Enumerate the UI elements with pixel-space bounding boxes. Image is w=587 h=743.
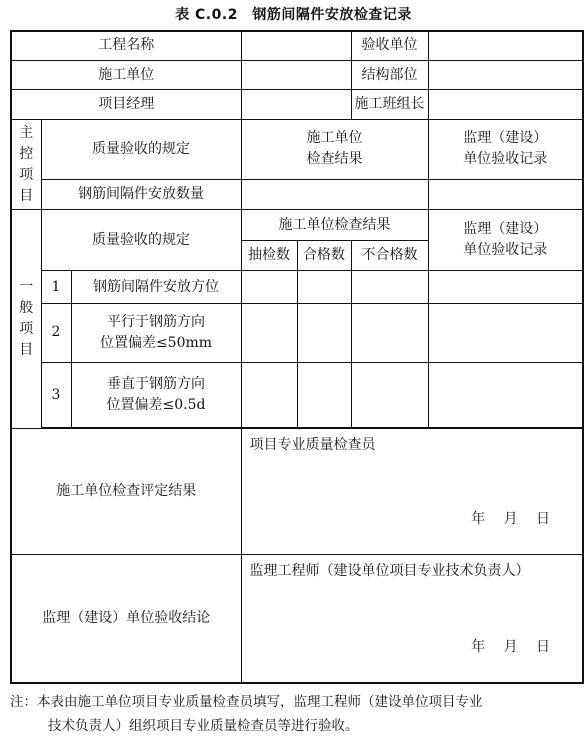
sample-count-header: 抽检数 — [241, 240, 297, 271]
main-item-check-result[interactable] — [241, 179, 428, 210]
item-3-unqualified-count[interactable] — [351, 362, 428, 427]
acceptance-unit-label: 验收单位 — [351, 31, 428, 60]
main-item-supervisor-record[interactable] — [428, 179, 583, 210]
footnote — [10, 690, 582, 738]
conclusion-signature-area[interactable] — [241, 555, 583, 683]
item-2-text: 平行于钢筋方向 位置偏差≤50mm — [71, 304, 241, 363]
evaluation-signature-area[interactable] — [241, 429, 583, 555]
form-title: 表 C.0.2 钢筋间隔件安放检查记录 — [175, 7, 412, 23]
item-1-text: 钢筋间隔件安放方位 — [71, 271, 241, 304]
project-manager-value[interactable] — [241, 90, 351, 119]
item-3-supervisor-record[interactable] — [428, 362, 583, 427]
item-1-number: 1 — [41, 271, 71, 304]
project-name-label: 工程名称 — [11, 31, 241, 60]
conclusion-date: 年 月 日 — [471, 639, 551, 655]
general-supervisor-header: 监理（建设） 单位验收记录 — [428, 210, 583, 271]
item-2-qualified-count[interactable] — [297, 304, 351, 363]
project-manager-label: 项目经理 — [11, 90, 241, 119]
item-3-sample-count[interactable] — [241, 362, 297, 427]
item-3-qualified-count[interactable] — [297, 362, 351, 427]
item-1-unqualified-count[interactable] — [351, 271, 428, 304]
unqualified-count-header: 不合格数 — [351, 240, 428, 271]
structure-part-value[interactable] — [428, 60, 583, 89]
acceptance-unit-value[interactable] — [428, 31, 583, 60]
item-2-supervisor-record[interactable] — [428, 304, 583, 363]
general-check-result-header: 施工单位检查结果 — [241, 210, 428, 241]
item-2-unqualified-count[interactable] — [351, 304, 428, 363]
item-1-qualified-count[interactable] — [297, 271, 351, 304]
main-items-section-label: 主 控 项 目 — [11, 119, 41, 210]
conclusion-label: 监理（建设）单位验收结论 — [11, 555, 241, 683]
item-2-sample-count[interactable] — [241, 304, 297, 363]
conclusion-signer-label: 监理工程师（建设单位项目专业技术负责人） — [249, 563, 530, 580]
construction-unit-label: 施工单位 — [11, 60, 241, 89]
main-supervisor-header: 监理（建设） 单位验收记录 — [428, 119, 583, 179]
footnote-line-2: 技术负责人）组织项目专业质量检查员等进行验收。 — [48, 718, 359, 734]
item-2-number: 2 — [41, 304, 71, 363]
item-1-supervisor-record[interactable] — [428, 271, 583, 304]
general-spec-header: 质量验收的规定 — [41, 210, 241, 271]
footnote-line-1: 注：本表由施工单位项目专业质量检查员填写，监理工程师（建设单位项目专业 — [10, 694, 483, 710]
team-leader-label: 施工班组长 — [351, 90, 428, 119]
item-1-sample-count[interactable] — [241, 271, 297, 304]
construction-unit-value[interactable] — [241, 60, 351, 89]
main-item-spacer-quantity: 钢筋间隔件安放数量 — [41, 179, 241, 210]
evaluation-date: 年 月 日 — [471, 511, 551, 528]
project-name-value[interactable] — [241, 31, 351, 60]
team-leader-value[interactable] — [428, 90, 583, 119]
qualified-count-header: 合格数 — [297, 240, 351, 271]
main-spec-header: 质量验收的规定 — [41, 119, 241, 179]
item-3-text: 垂直于钢筋方向 位置偏差≤0.5d — [71, 362, 241, 427]
item-3-number: 3 — [41, 362, 71, 427]
main-check-result-header: 施工单位 检查结果 — [241, 119, 428, 179]
evaluation-label: 施工单位检查评定结果 — [11, 429, 241, 555]
evaluation-signer-label: 项目专业质量检查员 — [249, 437, 376, 454]
general-items-section-label: 一 般 项 目 — [11, 210, 41, 429]
inspection-record-table — [10, 30, 584, 684]
structure-part-label: 结构部位 — [351, 60, 428, 89]
